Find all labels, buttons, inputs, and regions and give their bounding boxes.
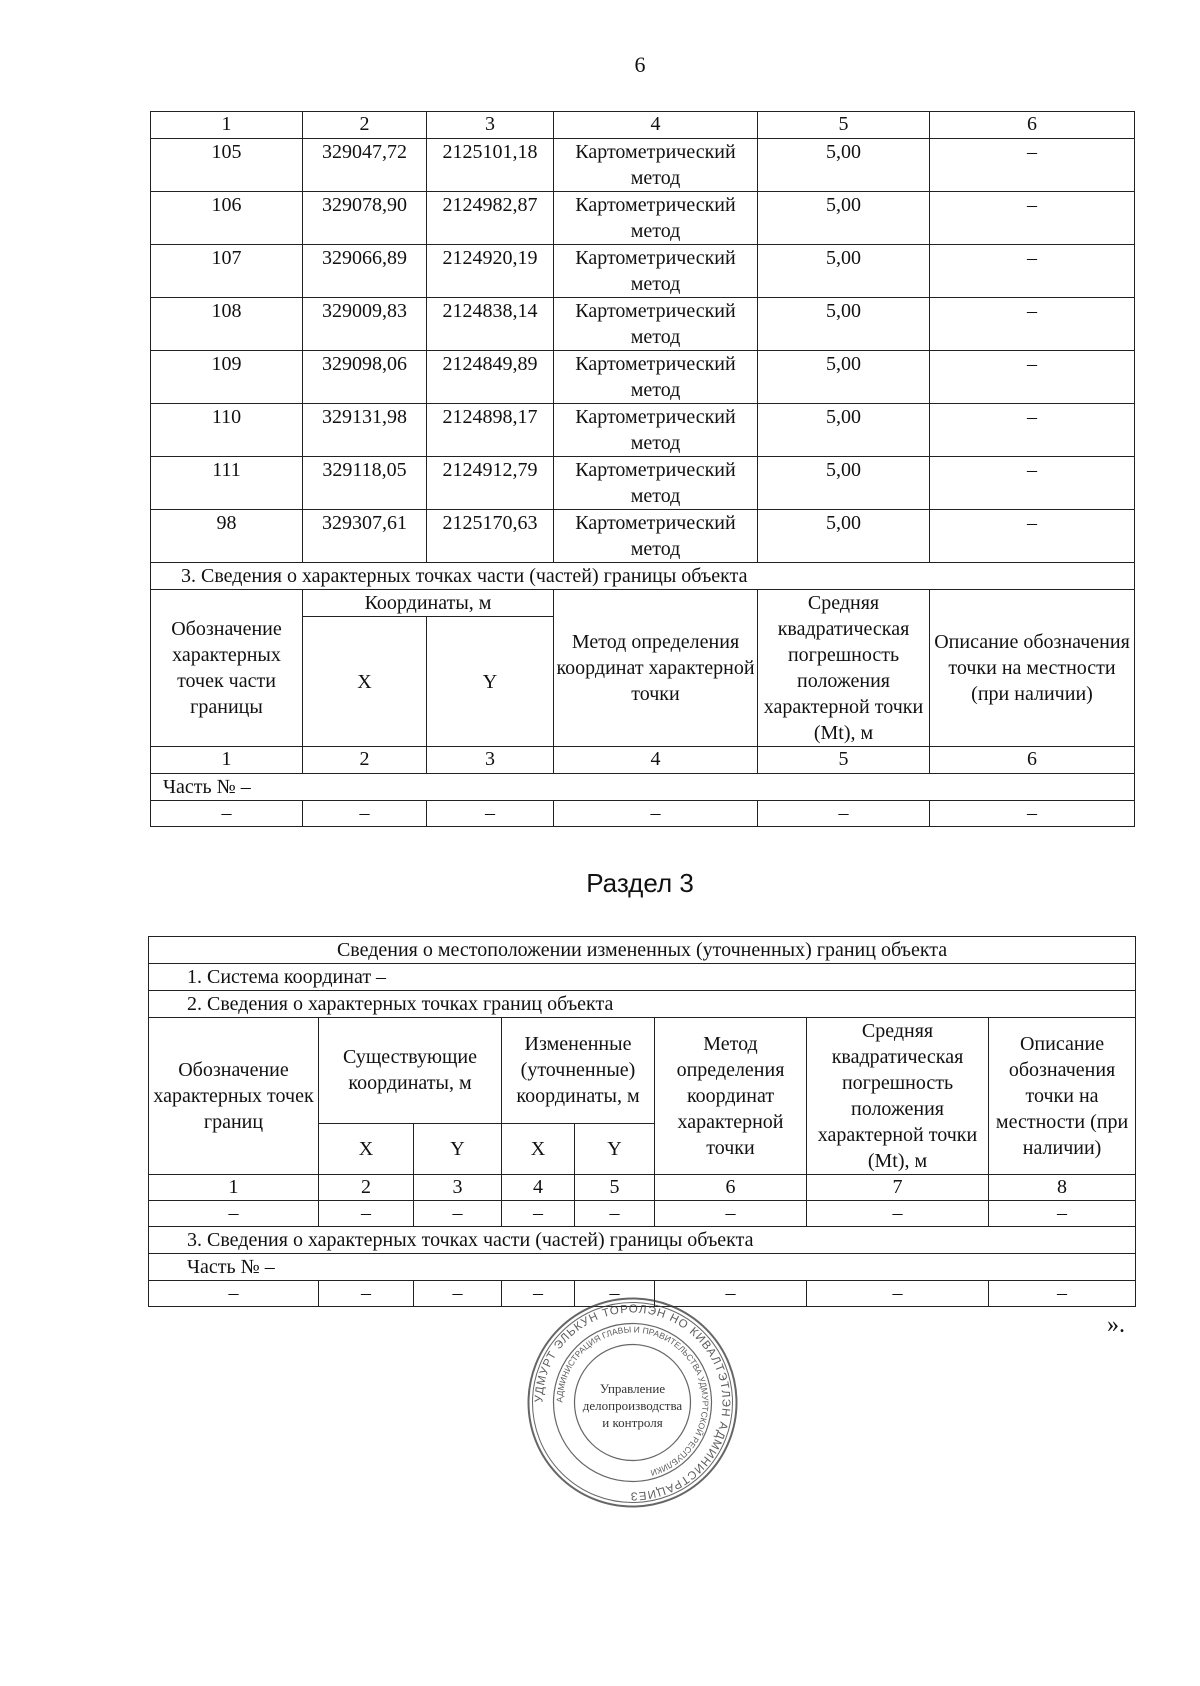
header-y: Y bbox=[575, 1123, 655, 1174]
part-row bbox=[151, 774, 1135, 801]
empty-cell: – bbox=[655, 1281, 807, 1307]
empty-cell: – bbox=[303, 801, 427, 827]
empty-cell: – bbox=[758, 801, 930, 827]
coord-system: 1. Система координат – bbox=[149, 964, 1136, 991]
column-number: 6 bbox=[930, 112, 1135, 139]
column-number: 4 bbox=[554, 112, 758, 139]
column-number: 3 bbox=[414, 1175, 502, 1201]
table-row bbox=[151, 139, 1135, 192]
column-number-row bbox=[149, 1175, 1136, 1201]
error-value: 5,00 bbox=[758, 404, 930, 457]
section-title-row bbox=[149, 1227, 1136, 1254]
coord-x: 329118,05 bbox=[303, 457, 427, 510]
empty-cell: – bbox=[554, 801, 758, 827]
header-method: Метод определения координат характерной точки bbox=[655, 1018, 807, 1175]
empty-cell: – bbox=[414, 1201, 502, 1227]
table-row bbox=[151, 510, 1135, 563]
method: Картометрический метод bbox=[554, 351, 758, 404]
table-title-row bbox=[149, 937, 1136, 964]
table-row bbox=[151, 457, 1135, 510]
empty-cell: – bbox=[502, 1281, 575, 1307]
empty-cell: – bbox=[319, 1201, 414, 1227]
empty-cell: – bbox=[575, 1281, 655, 1307]
description: – bbox=[930, 139, 1135, 192]
error-value: 5,00 bbox=[758, 457, 930, 510]
column-number: 7 bbox=[807, 1175, 989, 1201]
empty-cell: – bbox=[502, 1201, 575, 1227]
empty-cell: – bbox=[149, 1201, 319, 1227]
empty-cell: – bbox=[149, 1281, 319, 1307]
coord-y: 2125101,18 bbox=[427, 139, 554, 192]
section-title: 2. Сведения о характерных точках границ объекта bbox=[149, 991, 1136, 1018]
part-row bbox=[149, 1254, 1136, 1281]
coord-x: 329131,98 bbox=[303, 404, 427, 457]
method: Картометрический метод bbox=[554, 192, 758, 245]
header-changed: Измененные (уточненные) координаты, м bbox=[502, 1018, 655, 1124]
stamp-center-line3: и контроля bbox=[602, 1415, 663, 1430]
official-stamp bbox=[525, 1295, 740, 1510]
empty-cell: – bbox=[151, 801, 303, 827]
header-x: X bbox=[303, 617, 427, 747]
method: Картометрический метод bbox=[554, 245, 758, 298]
table-row bbox=[151, 245, 1135, 298]
description: – bbox=[930, 404, 1135, 457]
header-row bbox=[151, 590, 1135, 617]
empty-cell: – bbox=[989, 1201, 1136, 1227]
section-title-row bbox=[149, 991, 1136, 1018]
header-coordinates: Координаты, м bbox=[303, 590, 554, 617]
header-row bbox=[149, 1018, 1136, 1124]
header-existing: Существующие координаты, м bbox=[319, 1018, 502, 1124]
description: – bbox=[930, 245, 1135, 298]
header-x: X bbox=[319, 1123, 414, 1174]
column-number: 1 bbox=[151, 747, 303, 774]
column-number: 6 bbox=[930, 747, 1135, 774]
empty-cell: – bbox=[414, 1281, 502, 1307]
empty-cell: – bbox=[319, 1281, 414, 1307]
description: – bbox=[930, 351, 1135, 404]
empty-cell: – bbox=[427, 801, 554, 827]
column-number: 4 bbox=[554, 747, 758, 774]
header-error: Средняя квадратическая погрешность положения характерной точки (Mt), м bbox=[807, 1018, 989, 1175]
column-number: 6 bbox=[655, 1175, 807, 1201]
method: Картометрический метод bbox=[554, 404, 758, 457]
column-number: 5 bbox=[758, 747, 930, 774]
header-error: Средняя квадратическая погрешность положения характерной точки (Mt), м bbox=[758, 590, 930, 747]
closing-quote-mark: ». bbox=[1107, 1312, 1125, 1338]
column-number: 2 bbox=[303, 112, 427, 139]
table-row bbox=[151, 351, 1135, 404]
error-value: 5,00 bbox=[758, 139, 930, 192]
method: Картометрический метод bbox=[554, 510, 758, 563]
error-value: 5,00 bbox=[758, 510, 930, 563]
page-number: 6 bbox=[634, 52, 646, 77]
section-heading: Раздел 3 bbox=[586, 868, 694, 898]
table-row bbox=[149, 1201, 1136, 1227]
header-y: Y bbox=[414, 1123, 502, 1174]
coord-y: 2124849,89 bbox=[427, 351, 554, 404]
header-designation: Обозначение характерных точек части границы bbox=[151, 590, 303, 747]
method: Картометрический метод bbox=[554, 457, 758, 510]
part-label: Часть № – bbox=[151, 774, 1135, 801]
coord-x: 329078,90 bbox=[303, 192, 427, 245]
point-id: 108 bbox=[151, 298, 303, 351]
column-number: 4 bbox=[502, 1175, 575, 1201]
column-number: 2 bbox=[319, 1175, 414, 1201]
method: Картометрический метод bbox=[554, 298, 758, 351]
stamp-center-line1: Управление bbox=[599, 1381, 666, 1396]
column-number: 5 bbox=[758, 112, 930, 139]
table-row bbox=[151, 801, 1135, 827]
section-title: 3. Сведения о характерных точках части (частей) границы объекта bbox=[149, 1227, 1136, 1254]
point-id: 98 bbox=[151, 510, 303, 563]
header-number-row bbox=[151, 747, 1135, 774]
stamp-inner-text: АДМИНИСТРАЦИЯ ГЛАВЫ И ПРАВИТЕЛЬСТВА УДМУРТСКОЙ РЕСПУБЛИКИ bbox=[554, 1324, 711, 1479]
column-number: 1 bbox=[151, 112, 303, 139]
empty-cell: – bbox=[807, 1201, 989, 1227]
header-description: Описание обозначения точки на местности (при наличии) bbox=[930, 590, 1135, 747]
column-number: 8 bbox=[989, 1175, 1136, 1201]
error-value: 5,00 bbox=[758, 298, 930, 351]
method: Картометрический метод bbox=[554, 139, 758, 192]
point-id: 105 bbox=[151, 139, 303, 192]
error-value: 5,00 bbox=[758, 245, 930, 298]
point-id: 106 bbox=[151, 192, 303, 245]
section-title-row bbox=[151, 563, 1135, 590]
stamp-center-line2: делопроизводства bbox=[582, 1398, 683, 1413]
description: – bbox=[930, 457, 1135, 510]
coord-y: 2124912,79 bbox=[427, 457, 554, 510]
empty-cell: – bbox=[655, 1201, 807, 1227]
table-row bbox=[151, 404, 1135, 457]
description: – bbox=[930, 298, 1135, 351]
header-x: X bbox=[502, 1123, 575, 1174]
header-description: Описание обозначения точки на местности (при наличии) bbox=[989, 1018, 1136, 1175]
column-number: 5 bbox=[575, 1175, 655, 1201]
coord-y: 2125170,63 bbox=[427, 510, 554, 563]
empty-cell: – bbox=[575, 1201, 655, 1227]
point-id: 107 bbox=[151, 245, 303, 298]
coord-x: 329098,06 bbox=[303, 351, 427, 404]
column-number: 2 bbox=[303, 747, 427, 774]
column-number-row bbox=[151, 112, 1135, 139]
stamp-outer-text: УДМУРТ ЭЛЬКУН ТОРОЛЭН НО КИВАЛТЭТЛЭН АДМИНИСТРАЦИЕЗ bbox=[533, 1303, 732, 1502]
description: – bbox=[930, 192, 1135, 245]
boundary-points-table bbox=[150, 111, 1135, 827]
point-id: 109 bbox=[151, 351, 303, 404]
error-value: 5,00 bbox=[758, 192, 930, 245]
column-number: 3 bbox=[427, 747, 554, 774]
section-title: 3. Сведения о характерных точках части (частей) границы объекта bbox=[151, 563, 1135, 590]
coord-x: 329009,83 bbox=[303, 298, 427, 351]
header-method: Метод определения координат характерной точки bbox=[554, 590, 758, 747]
coord-y: 2124898,17 bbox=[427, 404, 554, 457]
point-id: 110 bbox=[151, 404, 303, 457]
error-value: 5,00 bbox=[758, 351, 930, 404]
coord-x: 329047,72 bbox=[303, 139, 427, 192]
table-title: Сведения о местоположении измененных (уточненных) границ объекта bbox=[149, 937, 1136, 964]
coord-y: 2124920,19 bbox=[427, 245, 554, 298]
table-row bbox=[151, 192, 1135, 245]
coord-y: 2124838,14 bbox=[427, 298, 554, 351]
coord-system-row bbox=[149, 964, 1136, 991]
empty-cell: – bbox=[989, 1281, 1136, 1307]
header-designation: Обозначение характерных точек границ bbox=[149, 1018, 319, 1175]
point-id: 111 bbox=[151, 457, 303, 510]
coord-x: 329307,61 bbox=[303, 510, 427, 563]
empty-cell: – bbox=[807, 1281, 989, 1307]
header-y: Y bbox=[427, 617, 554, 747]
table-row bbox=[151, 298, 1135, 351]
empty-cell: – bbox=[930, 801, 1135, 827]
part-label: Часть № – bbox=[149, 1254, 1136, 1281]
column-number: 1 bbox=[149, 1175, 319, 1201]
description: – bbox=[930, 510, 1135, 563]
column-number: 3 bbox=[427, 112, 554, 139]
changed-boundaries-table bbox=[148, 936, 1136, 1307]
coord-y: 2124982,87 bbox=[427, 192, 554, 245]
coord-x: 329066,89 bbox=[303, 245, 427, 298]
